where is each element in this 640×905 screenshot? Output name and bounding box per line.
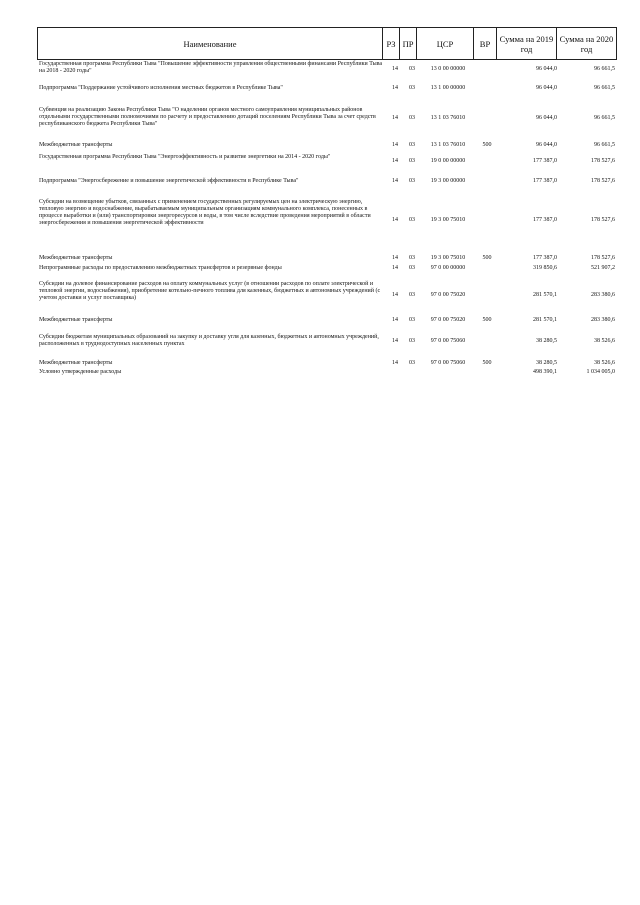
row-sum-2020: 96 661,5 xyxy=(594,85,615,91)
header-vr: ВР xyxy=(474,28,497,60)
row-sum-2020: 283 380,6 xyxy=(591,292,615,298)
row-pr: 03 xyxy=(409,66,415,72)
row-pr: 03 xyxy=(409,338,415,344)
row-sum-2019: 38 280,5 xyxy=(536,360,557,366)
row-sum-2019: 281 570,1 xyxy=(533,317,557,323)
header-csr: ЦСР xyxy=(417,28,474,60)
row-csr: 19 3 00 00000 xyxy=(430,178,466,184)
row-vr: 500 xyxy=(482,142,492,148)
row-sum-2019: 38 280,5 xyxy=(536,338,557,344)
row-rz: 14 xyxy=(392,292,398,298)
row-name: Межбюджетные трансферты xyxy=(39,142,113,148)
row-sum-2020: 178 527,6 xyxy=(591,158,615,164)
row-name: Субвенция на реализацию Закона Республики Тыва "О наделении органов местного самоуправления муниципальных районов отдельными государственными полномочиями по расчету и предоставлению дотаций поселениям Республики Тыва за счет средств республиканского бюджета Республики Тыва" xyxy=(39,107,376,127)
row-sum-2020: 96 661,5 xyxy=(594,142,615,148)
row-rz: 14 xyxy=(392,255,398,261)
row-pr: 03 xyxy=(409,255,415,261)
row-name: Непрограммные расходы по предоставлению межбюджетных трансфертов и резервные фонды xyxy=(39,265,282,271)
row-sum-2020: 283 380,6 xyxy=(591,317,615,323)
row-name: Межбюджетные трансферты xyxy=(39,317,113,323)
row-vr: 500 xyxy=(482,255,492,261)
row-csr: 97 0 00 75020 xyxy=(430,292,466,298)
row-csr: 97 0 00 75020 xyxy=(430,317,466,323)
row-rz: 14 xyxy=(392,265,398,271)
row-rz: 14 xyxy=(392,178,398,184)
row-name: Подпрограмма "Поддержание устойчивого исполнения местных бюджетов в Республике Тыва" xyxy=(39,85,283,91)
row-pr: 03 xyxy=(409,217,415,223)
row-name: Субсидии на возмещение убытков, связанных с применением государственных регулируемых цен на электрическую энергию, тепловую энергию и водоснабжение, вырабатываемым муниципальным организациям коммунального комплекса, понесенных в процессе выработки и (или) транспортировки энергоресурсов и воды, в том числе вследствие проведения мероприятий в области энергосбережения и повышения энергетической эффективности xyxy=(39,199,371,226)
row-name: Условно утвержденные расходы xyxy=(39,369,122,375)
row-sum-2019: 177 387,0 xyxy=(533,158,557,164)
row-pr: 03 xyxy=(409,158,415,164)
row-pr: 03 xyxy=(409,115,415,121)
row-csr: 19 3 00 75010 xyxy=(430,217,466,223)
row-csr: 19 3 00 75010 xyxy=(430,255,466,261)
row-sum-2019: 96 044,0 xyxy=(536,66,557,72)
row-sum-2019: 281 570,1 xyxy=(533,292,557,298)
header-sum-2020: Сумма на 2020 год xyxy=(557,28,617,60)
row-name: Межбюджетные трансферты xyxy=(39,255,113,261)
row-csr: 19 0 00 00000 xyxy=(430,158,466,164)
row-name: Субсидии бюджетам муниципальных образований на закупку и доставку угля для казенных, бюджетных и автономных учреждений, расположенных в труднодоступных населенных пунктах xyxy=(39,334,379,347)
row-name: Межбюджетные трансферты xyxy=(39,360,113,366)
row-rz: 14 xyxy=(392,158,398,164)
row-pr: 03 xyxy=(409,178,415,184)
row-csr: 13 1 03 76010 xyxy=(430,142,466,148)
row-sum-2020: 1 034 005,0 xyxy=(586,369,615,375)
row-sum-2020: 178 527,6 xyxy=(591,178,615,184)
row-csr: 97 0 00 75060 xyxy=(430,338,466,344)
header-pr: ПР xyxy=(400,28,417,60)
row-sum-2019: 96 044,0 xyxy=(536,115,557,121)
row-pr: 03 xyxy=(409,265,415,271)
row-rz: 14 xyxy=(392,217,398,223)
row-sum-2020: 178 527,6 xyxy=(591,217,615,223)
row-sum-2019: 96 044,0 xyxy=(536,142,557,148)
row-vr: 500 xyxy=(482,360,492,366)
row-vr: 500 xyxy=(482,317,492,323)
table-header xyxy=(37,27,617,60)
header-rz: РЗ xyxy=(383,28,400,60)
row-pr: 03 xyxy=(409,85,415,91)
row-rz: 14 xyxy=(392,66,398,72)
row-sum-2019: 319 850,6 xyxy=(533,265,557,271)
row-name: Подпрограмма "Энергосбережение и повышение энергетической эффективности в Республике Тыва" xyxy=(39,178,299,184)
row-csr: 13 1 03 76010 xyxy=(430,115,466,121)
row-sum-2019: 177 387,0 xyxy=(533,255,557,261)
row-sum-2020: 96 661,5 xyxy=(594,66,615,72)
row-name: Государственная программа Республики Тыва "Энергоэффективность и развитие энергетики на 2014 - 2020 годы" xyxy=(39,154,331,160)
row-name: Субсидии на долевое финансирование расходов на оплату коммунальных услуг (в отношении расходов по оплате электрической и тепловой энергии, водоснабжения), приобретение котельно-печного топлива для казенных, бюджетных и автономных учреждений (с учетом доставки и услуг поставщика) xyxy=(39,281,381,301)
header-sum-2019: Сумма на 2019 год xyxy=(497,28,557,60)
row-sum-2020: 521 907,2 xyxy=(591,265,615,271)
row-sum-2019: 96 044,0 xyxy=(536,85,557,91)
row-sum-2020: 96 661,5 xyxy=(594,115,615,121)
row-rz: 14 xyxy=(392,360,398,366)
row-csr: 13 1 00 00000 xyxy=(430,85,466,91)
row-pr: 03 xyxy=(409,292,415,298)
row-name: Государственная программа Республики Тыва "Повышение эффективности управления общественными финансами Республики Тыва на 2018 - 2020 годы" xyxy=(39,61,383,74)
row-pr: 03 xyxy=(409,360,415,366)
row-sum-2020: 38 526,6 xyxy=(594,338,615,344)
row-rz: 14 xyxy=(392,85,398,91)
row-csr: 13 0 00 00000 xyxy=(430,66,466,72)
row-pr: 03 xyxy=(409,317,415,323)
row-sum-2019: 177 387,0 xyxy=(533,217,557,223)
row-csr: 97 0 00 00000 xyxy=(430,265,466,271)
row-rz: 14 xyxy=(392,317,398,323)
row-sum-2020: 38 526,6 xyxy=(594,360,615,366)
row-csr: 97 0 00 75060 xyxy=(430,360,466,366)
row-sum-2020: 178 527,6 xyxy=(591,255,615,261)
header-name: Наименование xyxy=(38,28,383,60)
row-sum-2019: 177 387,0 xyxy=(533,178,557,184)
row-rz: 14 xyxy=(392,115,398,121)
row-pr: 03 xyxy=(409,142,415,148)
row-sum-2019: 498 390,1 xyxy=(533,369,557,375)
row-rz: 14 xyxy=(392,142,398,148)
row-rz: 14 xyxy=(392,338,398,344)
